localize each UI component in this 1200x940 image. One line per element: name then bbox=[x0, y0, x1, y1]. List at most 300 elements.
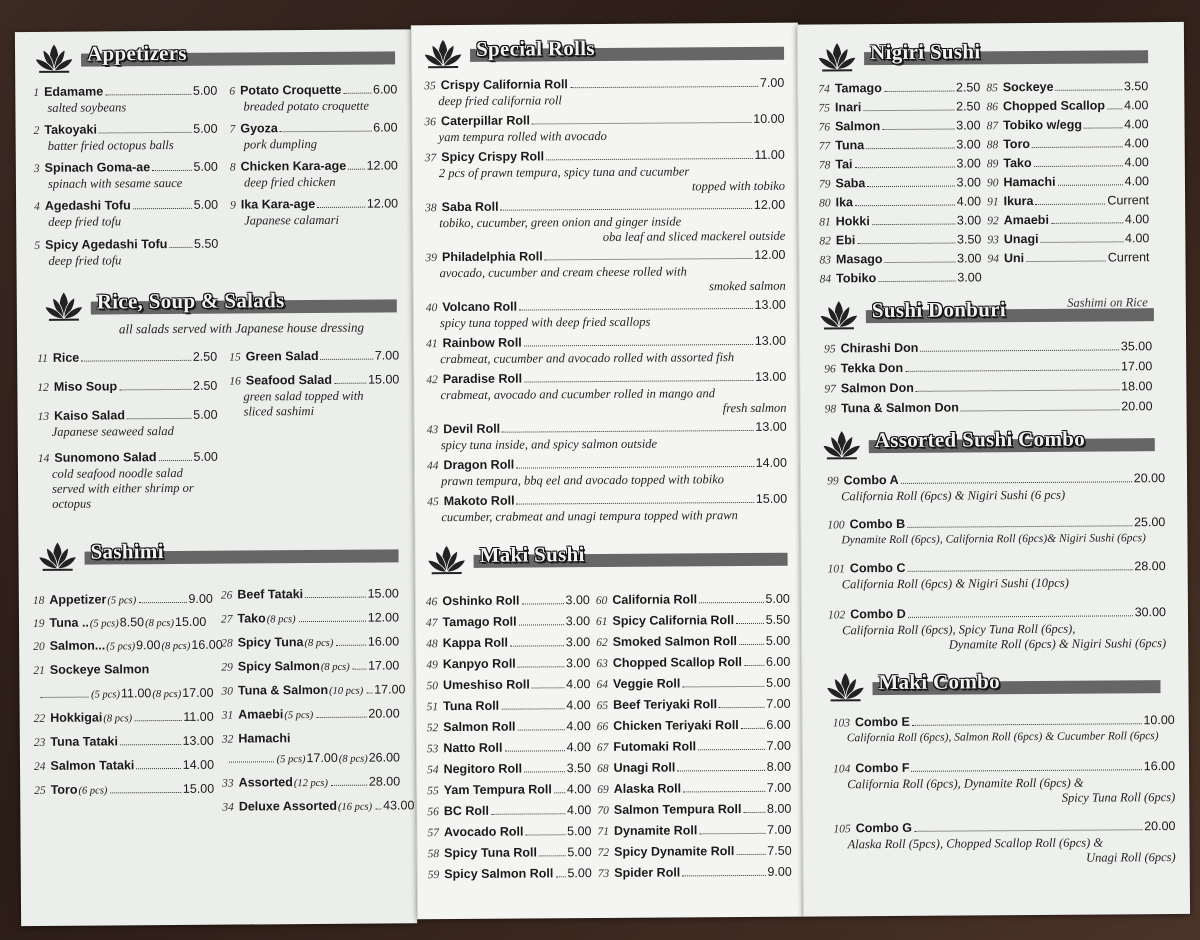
item-size: (5 pcs) bbox=[276, 754, 306, 766]
item-size: (6 pcs) bbox=[78, 785, 108, 797]
item-number: 29 bbox=[221, 661, 233, 674]
leader-dots bbox=[501, 708, 564, 709]
menu-item bbox=[34, 121, 218, 154]
menu-item bbox=[221, 609, 399, 628]
menu-item bbox=[34, 733, 214, 751]
menu-item-line bbox=[230, 157, 398, 175]
item-price: 6.00 bbox=[373, 120, 398, 135]
menu-item-line bbox=[987, 230, 1149, 248]
menu-item-line bbox=[428, 844, 592, 862]
leader-dots bbox=[524, 344, 753, 347]
item-price: 5.00 bbox=[765, 591, 790, 606]
lotus-logo-icon bbox=[824, 670, 866, 702]
menu-item bbox=[597, 696, 791, 714]
item-number: 35 bbox=[424, 80, 436, 93]
item-description: deep fried tofu bbox=[48, 253, 122, 268]
item-description: fresh salmon bbox=[722, 400, 787, 416]
item-price: 10.00 bbox=[1143, 713, 1175, 728]
item-number: 69 bbox=[597, 783, 609, 797]
menu-item bbox=[229, 81, 397, 114]
item-number: 98 bbox=[824, 403, 837, 416]
menu-item-line bbox=[597, 822, 791, 840]
leader-dots bbox=[744, 665, 764, 666]
item-name: Amaebi bbox=[238, 707, 284, 722]
item-price: 5.50 bbox=[765, 612, 791, 627]
menu-item bbox=[33, 637, 223, 656]
item-description: spicy tuna topped with deep fried scallops bbox=[439, 314, 651, 331]
menu-item-line bbox=[221, 633, 399, 652]
lotus-logo-icon bbox=[33, 42, 75, 74]
item-name: Tako bbox=[1003, 155, 1032, 171]
menu-item bbox=[33, 614, 213, 633]
menu-item-line bbox=[986, 78, 1148, 96]
leader-dots bbox=[504, 750, 564, 751]
item-price: 5.00 bbox=[193, 159, 218, 174]
item-price: 3.00 bbox=[565, 656, 591, 671]
menu-item-line bbox=[34, 121, 218, 139]
item-price: 4.00 bbox=[1124, 174, 1150, 189]
menu-item bbox=[598, 843, 792, 861]
item-price: 7.00 bbox=[766, 696, 791, 711]
item-name: Futomaki Roll bbox=[613, 739, 697, 754]
menu-item-line bbox=[427, 739, 591, 757]
item-description: California Roll (6pcs), Dynamite Roll (6pcs) & bbox=[847, 775, 1084, 792]
leader-dots bbox=[1032, 146, 1122, 148]
menu-item-line bbox=[987, 211, 1149, 229]
item-description: oba leaf and sliced mackerel outside bbox=[602, 228, 786, 244]
item-name: Ika bbox=[835, 195, 854, 210]
item-number: 93 bbox=[987, 234, 999, 247]
item-name: Negitoro Roll bbox=[443, 761, 523, 777]
menu-item-line bbox=[222, 749, 400, 768]
item-name: Hamachi bbox=[238, 731, 291, 746]
item-name: Deluxe Assorted bbox=[238, 798, 338, 814]
leader-dots bbox=[99, 132, 191, 134]
leader-dots bbox=[119, 389, 191, 391]
salads-note: all salads served with Japanese house dressing bbox=[118, 319, 365, 337]
menu-item bbox=[598, 864, 792, 882]
item-price: 16.00 bbox=[1143, 759, 1176, 774]
item-name: Unagi bbox=[1003, 231, 1039, 247]
menu-item bbox=[426, 676, 590, 694]
item-name: Toro bbox=[50, 782, 78, 797]
rice-soup-salads-heading bbox=[43, 287, 397, 323]
menu-item bbox=[596, 654, 790, 672]
item-number: 42 bbox=[426, 374, 438, 387]
menu-item bbox=[426, 655, 590, 673]
menu-panel-left bbox=[15, 29, 417, 926]
item-description: cold seafood noodle salad bbox=[51, 465, 183, 481]
item-size: (5 pcs) bbox=[284, 710, 314, 722]
item-name: Kaiso Salad bbox=[54, 408, 125, 423]
menu-item-line bbox=[824, 338, 1152, 357]
item-name: Hokki bbox=[835, 214, 870, 229]
item-number: 66 bbox=[596, 720, 609, 734]
menu-panel-middle bbox=[411, 23, 804, 920]
menu-item-line bbox=[987, 192, 1149, 210]
item-number: 95 bbox=[824, 343, 836, 356]
item-price: 15.00 bbox=[174, 614, 207, 629]
item-name: Seafood Salad bbox=[245, 372, 333, 388]
item-name: Spicy Salmon Roll bbox=[444, 866, 554, 882]
item-number: 44 bbox=[426, 460, 439, 473]
menu-item-line bbox=[819, 136, 981, 154]
item-name: Appetizer bbox=[49, 592, 107, 607]
item-number: 64 bbox=[596, 678, 609, 692]
leader-dots bbox=[743, 812, 765, 813]
menu-item bbox=[986, 97, 1148, 115]
lotus-logo-icon bbox=[43, 290, 85, 322]
menu-item bbox=[34, 781, 214, 800]
leader-dots bbox=[884, 91, 954, 92]
menu-item bbox=[229, 347, 399, 365]
leader-dots bbox=[518, 729, 565, 730]
item-number: 31 bbox=[221, 709, 234, 722]
menu-item bbox=[597, 801, 791, 819]
item-name: Amaebi bbox=[1003, 212, 1049, 228]
item-price: 13.00 bbox=[754, 369, 787, 384]
item-name: Spicy Tuna Roll bbox=[444, 845, 538, 861]
menu-item bbox=[986, 78, 1148, 96]
item-description: batter fried octopus balls bbox=[47, 137, 174, 153]
lotus-logo-icon bbox=[821, 428, 863, 460]
leader-dots bbox=[136, 768, 180, 769]
menu-item-line bbox=[38, 449, 218, 467]
item-description: spinach with sesame sauce bbox=[47, 175, 183, 191]
leader-dots bbox=[866, 148, 954, 150]
menu-item bbox=[828, 604, 1166, 653]
item-number: 105 bbox=[833, 823, 851, 836]
leader-dots bbox=[280, 131, 371, 133]
menu-item-line bbox=[824, 358, 1152, 377]
item-price: 4.00 bbox=[566, 803, 592, 818]
item-name: Tobiko w/egg bbox=[1003, 117, 1083, 133]
item-price: 16.00 bbox=[367, 634, 400, 649]
menu-item bbox=[229, 371, 399, 419]
leader-dots bbox=[152, 170, 191, 171]
leader-dots bbox=[120, 744, 181, 745]
item-price: 3.50 bbox=[956, 232, 982, 247]
item-price: 5.00 bbox=[193, 121, 218, 136]
item-description: prawn tempura, bbq eel and avocado topped with tobiko bbox=[440, 472, 725, 489]
menu-item-line bbox=[596, 654, 790, 672]
item-description: deep fried chicken bbox=[243, 174, 336, 190]
menu-item bbox=[819, 155, 981, 173]
item-price: 2.50 bbox=[956, 99, 981, 114]
leader-dots bbox=[519, 308, 752, 311]
leader-dots bbox=[81, 360, 191, 362]
item-price: 6.00 bbox=[765, 654, 791, 669]
menu-item-line bbox=[426, 655, 590, 673]
item-price: 11.00 bbox=[754, 147, 785, 162]
item-number: 25 bbox=[34, 784, 46, 797]
menu-item bbox=[222, 705, 400, 724]
item-number: 32 bbox=[221, 733, 234, 746]
item-number: 58 bbox=[427, 848, 440, 861]
item-number: 100 bbox=[827, 519, 845, 532]
item-price: 8.00 bbox=[766, 759, 792, 774]
menu-item bbox=[425, 197, 785, 247]
item-number: 92 bbox=[987, 215, 999, 228]
item-size: (12 pcs) bbox=[293, 777, 328, 790]
item-name: Sockeye bbox=[1002, 79, 1054, 95]
item-name: Ikura bbox=[1003, 193, 1034, 209]
item-number: 50 bbox=[426, 680, 439, 693]
menu-item bbox=[424, 111, 784, 146]
item-number: 41 bbox=[426, 338, 438, 351]
menu-item-line bbox=[987, 116, 1149, 134]
menu-item bbox=[987, 173, 1149, 191]
item-price: 12.00 bbox=[367, 610, 400, 625]
item-name: Chicken Kara-age bbox=[240, 158, 347, 174]
item-price: 14.00 bbox=[755, 455, 787, 470]
item-number: 56 bbox=[427, 806, 439, 819]
menu-item-line bbox=[987, 249, 1149, 267]
item-price: Current bbox=[1107, 250, 1150, 265]
menu-item-line bbox=[819, 193, 981, 211]
item-name: Takoyaki bbox=[44, 122, 97, 137]
item-name: Spinach Goma-ae bbox=[44, 160, 151, 175]
item-number: 5 bbox=[34, 239, 41, 252]
item-price: 2.50 bbox=[192, 378, 218, 393]
menu-item bbox=[987, 154, 1149, 172]
item-name: Spicy Salmon bbox=[237, 658, 320, 674]
menu-item bbox=[221, 681, 406, 700]
leader-dots bbox=[916, 389, 1119, 391]
menu-item bbox=[827, 514, 1165, 548]
menu-item-line bbox=[34, 159, 218, 177]
leader-dots bbox=[366, 693, 372, 694]
menu-item bbox=[597, 780, 791, 798]
item-number: 79 bbox=[818, 178, 831, 191]
menu-item-line bbox=[229, 81, 397, 99]
item-number: 82 bbox=[819, 235, 831, 248]
leader-dots bbox=[316, 717, 366, 718]
item-name: Sunomono Salad bbox=[54, 450, 157, 465]
menu-item bbox=[424, 75, 784, 110]
leader-dots bbox=[699, 602, 763, 603]
item-description: pork dumpling bbox=[243, 136, 317, 152]
leader-dots bbox=[158, 460, 191, 461]
menu-item bbox=[426, 369, 786, 419]
leader-dots bbox=[502, 430, 753, 433]
leader-dots bbox=[139, 602, 186, 603]
menu-item bbox=[427, 760, 591, 778]
menu-item-line bbox=[37, 349, 217, 367]
menu-item bbox=[827, 470, 1165, 504]
item-price: 7.00 bbox=[374, 348, 400, 363]
item-name: Ika Kara-age bbox=[240, 196, 316, 212]
lotus-logo-icon bbox=[816, 40, 858, 72]
item-description: crabmeat, avocado and cucumber rolled in mango and bbox=[440, 386, 715, 403]
item-number: 11 bbox=[37, 352, 48, 365]
item-price: 7.00 bbox=[766, 780, 792, 795]
item-price: 25.00 bbox=[1134, 515, 1166, 530]
item-name: Spider Roll bbox=[614, 865, 681, 880]
item-price: 4.00 bbox=[566, 698, 591, 713]
item-price-small: 11.00 bbox=[120, 686, 152, 701]
menu-item bbox=[987, 230, 1149, 248]
item-name: Salmon bbox=[835, 119, 881, 134]
item-number: 21 bbox=[33, 664, 45, 677]
item-number: 20 bbox=[33, 640, 45, 653]
item-price: 28.00 bbox=[368, 774, 401, 789]
leader-dots bbox=[545, 258, 753, 260]
item-number: 2 bbox=[33, 124, 40, 137]
menu-item-line bbox=[33, 591, 213, 610]
item-price: 3.00 bbox=[956, 175, 982, 190]
menu-item bbox=[818, 98, 980, 116]
item-price: 3.00 bbox=[956, 213, 982, 228]
menu-item bbox=[33, 83, 217, 116]
leader-dots bbox=[907, 525, 1132, 528]
item-number: 39 bbox=[425, 252, 438, 265]
menu-item-line bbox=[426, 634, 590, 652]
leader-dots bbox=[857, 243, 955, 245]
item-name: Combo A bbox=[843, 472, 899, 488]
item-number: 71 bbox=[597, 825, 610, 839]
item-description: salted soybeans bbox=[47, 100, 127, 115]
menu-item bbox=[428, 865, 592, 883]
item-number: 15 bbox=[229, 351, 241, 364]
sashimi-heading bbox=[36, 537, 398, 574]
item-price: 20.00 bbox=[1133, 471, 1166, 486]
nigiri-sushi-heading bbox=[816, 38, 1148, 74]
item-number: 104 bbox=[833, 763, 851, 776]
item-number: 6 bbox=[229, 85, 236, 98]
menu-item bbox=[230, 119, 398, 152]
item-price: 12.00 bbox=[754, 247, 786, 262]
item-name: Makoto Roll bbox=[443, 493, 515, 509]
menu-item bbox=[37, 378, 217, 396]
item-price: 10.00 bbox=[753, 111, 785, 126]
menu-item-line bbox=[987, 173, 1149, 191]
menu-item bbox=[819, 212, 981, 230]
menu-item bbox=[426, 592, 590, 610]
menu-item-line bbox=[33, 83, 217, 101]
menu-item-line bbox=[819, 231, 981, 249]
item-description: topped with tobiko bbox=[691, 178, 786, 194]
menu-item bbox=[828, 558, 1166, 592]
menu-item-line bbox=[33, 614, 213, 633]
item-price: 3.00 bbox=[956, 137, 981, 152]
item-name: Inari bbox=[834, 100, 862, 115]
item-number: 8 bbox=[229, 161, 236, 174]
item-price: 28.00 bbox=[1134, 559, 1166, 574]
item-name: Tako bbox=[237, 611, 266, 626]
leader-dots bbox=[524, 771, 565, 772]
item-price: 4.00 bbox=[1124, 155, 1149, 170]
leader-dots bbox=[519, 624, 564, 625]
item-price: 7.50 bbox=[767, 843, 792, 858]
item-number: 46 bbox=[425, 596, 438, 609]
menu-item-line bbox=[34, 197, 218, 215]
item-size-large: (8 pcs) bbox=[145, 617, 175, 630]
menu-item-line bbox=[596, 633, 790, 651]
leader-dots bbox=[1056, 89, 1122, 90]
leader-dots bbox=[911, 769, 1141, 772]
leader-dots bbox=[905, 369, 1119, 371]
menu-item-line bbox=[824, 378, 1152, 397]
item-name: California Roll bbox=[612, 592, 698, 607]
item-number: 81 bbox=[819, 216, 831, 229]
menu-item bbox=[222, 749, 400, 768]
item-price: 3.00 bbox=[565, 614, 591, 629]
item-name: Alaska Roll bbox=[613, 781, 682, 796]
item-price: 26.00 bbox=[368, 750, 401, 765]
item-price: 2.50 bbox=[192, 349, 218, 364]
item-number: 30 bbox=[221, 685, 234, 698]
item-description: spicy tuna inside, and spicy salmon outside bbox=[440, 436, 658, 453]
item-name: Dragon Roll bbox=[443, 457, 515, 473]
leader-dots bbox=[517, 502, 754, 505]
sushi-donburi-note: Sashimi on Rice bbox=[1067, 295, 1148, 310]
item-price: 13.00 bbox=[182, 733, 214, 748]
item-name: Smoked Salmon Roll bbox=[612, 634, 738, 649]
leader-dots bbox=[554, 792, 565, 793]
leader-dots bbox=[863, 110, 954, 112]
item-name: Combo F bbox=[855, 760, 910, 776]
item-name: Combo D bbox=[850, 606, 906, 622]
menu-item bbox=[818, 79, 980, 97]
leader-dots bbox=[532, 687, 564, 688]
item-size: (5 pcs) bbox=[107, 595, 137, 607]
item-description: cucumber, crabmeat and unagi tempura topped with prawn bbox=[441, 508, 738, 525]
item-price: 3.00 bbox=[565, 635, 591, 650]
menu-item-line bbox=[221, 681, 406, 700]
leader-dots bbox=[741, 728, 765, 729]
item-name: Tuna Roll bbox=[443, 698, 500, 714]
menu-item bbox=[33, 591, 213, 610]
leader-dots bbox=[901, 481, 1132, 484]
item-description: California Roll (6pcs), Salmon Roll (6pcs) & Cucumber Roll (6pcs) bbox=[846, 730, 1159, 745]
item-price: 3.00 bbox=[565, 593, 590, 608]
item-name: Yam Tempura Roll bbox=[443, 782, 552, 798]
item-name: Tuna .. bbox=[49, 615, 89, 630]
item-name: Combo C bbox=[849, 560, 906, 576]
item-name: Assorted bbox=[238, 775, 293, 790]
item-name: Avocado Roll bbox=[443, 824, 524, 840]
item-price: 3.00 bbox=[957, 251, 982, 266]
menu-item-line bbox=[33, 661, 213, 679]
item-price: 6.00 bbox=[766, 717, 791, 732]
item-number: 51 bbox=[426, 701, 439, 714]
leader-dots bbox=[677, 770, 764, 772]
item-name: Tamago bbox=[834, 81, 882, 96]
menu-item-line bbox=[34, 236, 218, 254]
leader-dots bbox=[1041, 241, 1123, 243]
item-price: 14.00 bbox=[182, 757, 215, 772]
menu-item bbox=[819, 231, 981, 249]
leader-dots bbox=[698, 749, 765, 750]
item-price: 3.50 bbox=[1123, 79, 1149, 94]
item-number: 3 bbox=[33, 162, 40, 175]
menu-item-line bbox=[597, 696, 791, 714]
leader-dots bbox=[739, 644, 764, 645]
menu-item bbox=[819, 193, 981, 211]
leader-dots bbox=[546, 158, 752, 160]
item-number: 18 bbox=[32, 594, 45, 607]
menu-item-line bbox=[33, 637, 223, 656]
item-price: 15.00 bbox=[367, 586, 399, 601]
item-size: (5 pcs) bbox=[89, 618, 119, 630]
menu-item-line bbox=[34, 709, 214, 728]
menu-item-line bbox=[596, 612, 790, 630]
menu-item bbox=[230, 195, 398, 228]
item-name: Tuna & Salmon Don bbox=[840, 400, 959, 416]
item-name: Gyoza bbox=[240, 121, 278, 136]
leader-dots bbox=[133, 208, 192, 209]
